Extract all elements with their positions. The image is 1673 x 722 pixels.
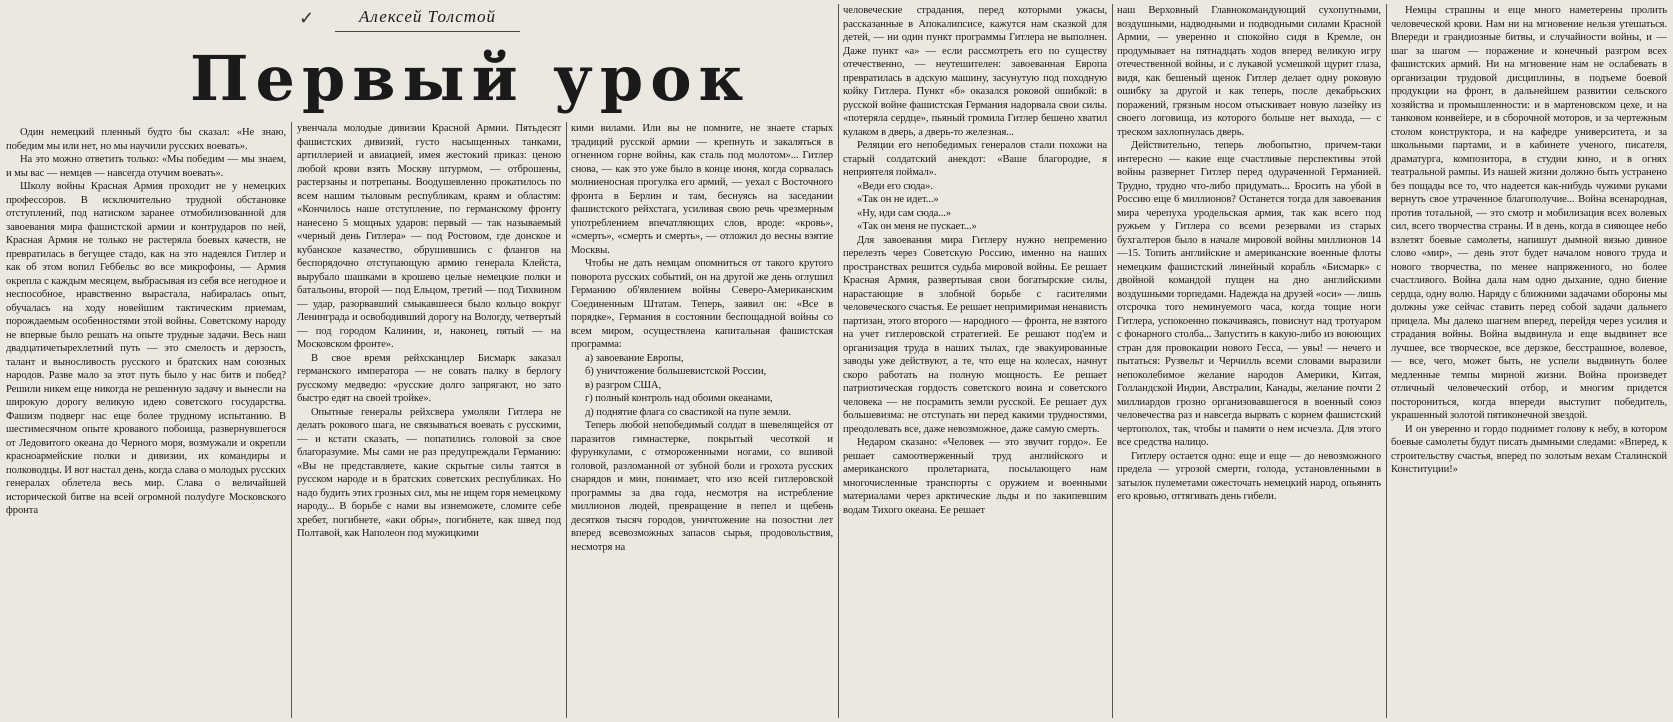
paragraph: Действительно, теперь любопытно, причем-таки интересно — какие еще счастливые перспективы этой войны развернет Гитлер перед одураченной Германией. Трудно, трудно что-либо придумать... Бросить на убой в Россию еще 6 миллионов? Останется тогда для завоевания мира черепуха уродельская армия, так как всего под ружьем у Гитлера со всеми резервами из старых бухгалтеров было в начале мировой войны миллионов 14—15. Топить английские и американские военные флоты немецким фашистский линейный корабль «Бисмарк» с двойной командой пущен на дно английскими воздушными торпедами. Надежда на друзей «оси» — лишь отсрочка того неминуемого часа, когда тощие ноги Гитлера, успокоенно покачиваясь, повиснут над тротуаром с фонарного столба... Запустить в какую-либо из воюющих стран для провокации нового Гесса, — увы! — нечего и пытаться: Рузвельт и Черчилль всеми словами выразили непоколебимое желание народов Америки, Китая, Голландской Индии, Австралии, Канады, желание почти 2 миллиардов грозно организовавшегося в военный союз человечества раз и навсегда вырвать с корнем фашистский чертополох, так, чтобы и памяти о нем исчезла. Для этого все средства налицо. <box>1117 140 1381 448</box>
column-divider <box>1386 4 1387 718</box>
program-item: г) полный контроль над обоими океанами, <box>585 393 773 404</box>
paragraph: И он уверенно и гордо поднимет голову к небу, в котором боевые самолеты будут писать дымными следами: «Вперед, к строительству счастья, вперед по золотым вехам Сталинской Конституции!» <box>1391 423 1667 475</box>
dialogue-line: «Так он меня не пускает...» <box>857 221 977 232</box>
column-divider <box>291 122 292 718</box>
dialogue-line: «Так он не идет...» <box>857 194 939 205</box>
program-item: б) уничтожение большевистской России, <box>585 366 767 377</box>
paragraph: кими вилами. Или вы не помните, не знаете старых традиций русской армии — крепнуть и закаляться в огненном горне войны, как сталь под молотом»... Гитлер снова, — как это уже было в конце июня, когда сорвалась молниеносная прогулка его армий, — уехал с Восточного фронта в Берлин и там, беснуясь на заседании фашистского рейхстага, усиливая свою речь чрезмерным употреблением впечатляющих слов, вроде: «кровь», «смерть», «смерть и смерть», — отложил до весны взятие Москвы. <box>571 123 833 256</box>
column-3 <box>571 122 833 718</box>
paragraph: В свое время рейхсканцлер Бисмарк заказал германского императора — не совать палку в берлогу русскому медведю: «русские долго запрягают, но зато быстро едят на своей тройке». <box>297 352 561 404</box>
program-item: д) поднятие флага со свастикой на пупе земли. <box>585 406 791 418</box>
paragraph: Чтобы не дать немцам опомниться от такого крутого поворота русских событий, он на другой же день оглушил Германию об'явлением войны Северо-Американским Соединенным Штатам. Теперь, заявил он: «Все в порядке», Германия в состоянии беспощадной войны со всем миром, осуществлена капитальная фашистская программа: <box>571 258 833 350</box>
paragraph: На это можно ответить только: «Мы победим — мы знаем, и мы вас — немцев — навсегда отучим воевать». <box>6 154 286 179</box>
paragraph: Реляции его непобедимых генералов стали похожи на старый солдатский анекдот: «Ваше благородие, я неприятеля поймал». <box>843 140 1107 178</box>
paragraph: увенчала молодые дивизии Красной Армии. Пятьдесят фашистских дивизий, густо насыщенных танками, артиллерией и авиацией, имея жестокий приказ: ценою любой крови взять Москву штурмом, — отброшены, растерзаны и потрепаны. Воодушевленно прокатилось по всем нашим тыловым республикам, краям и областям: «Кончилось наше отступление, по германскому фронту нанесено 5 мощных ударов: первый — так называемый «черный день Гитлера» — под Ростовом, где донское и кубанское казачество, обрушившись с флангов на беспорядочно отступающую армию генерала Клейста, вырубало шашками в крошево целые немецкие полки и батальоны, второй — под Ельцом, третий — под Тихвином — удар, разорвавший смыкавшееся было кольцо вокруг Ленинграда и освободивший дорогу на Вологду, четвертый — под городом Калинин, и, наконец, пятый — на Московском фронте». <box>297 123 561 350</box>
paragraph: Теперь любой непобедимый солдат в шевелящейся от паразитов гимнастерке, покрытый чесоткой и фурункулами, с отмороженными ногами, со вшивой головой, разломанной от зубной боли и грохота русских снарядов и мин, понимает, что изо всей гитлеровской программы за два года, несмотря на истребление миллионов людей, превращение в пепел и щебень десятков тысяч городов, уничтожение на позостни лет вперед всевозможных запасов сырья, продовольствия, несмотря на <box>571 420 833 553</box>
paragraph: Для завоевания мира Гитлеру нужно непременно перелезть через Советскую Россию, именно на наших пространствах решится судьба мировой войны. Ее решает Красная Армия, развертывая свои богатырские силы, нарастающие в злобной борьбе с гасителями человеческого счастья. Ее решает непримиримая ненависть партизан, этого второго — народного — фронта, не взятого на учет гитлеровской стратегией. Ее решают под'ем и организация труда в наших тылах, где эвакуированные заводы уже действуют, а те, что еще на колесах, начнут скоро работать на полную мощность. Ее решает патриотическая гордость советского воина и советского человека — не посрамить земли русской. Ее решает дух большевизма: не отступать ни перед какими трудностями, преодолевать все, даже невозможное, даже самую смерть. <box>843 234 1107 435</box>
paragraph: Школу войны Красная Армия проходит не у немецких профессоров. В исключительно трудной обстановке отступлений, под натиском заранее отмобилизованной для завоевания мира фашистской армии и контрударов по ней, Красная Армия не только не растеряла боевых качеств, не превратилась в бегущее стадо, как на это надеялся Гитлер и как об этом вопил Геббельс во все микрофоны, — Армия окрепла с каждым месяцем, выбрасывая из себя все негодное и неспособное, нравственно вырастала, набиралась опыт, обучалась на ходу новейшим тактическим приемам, порождаемым особенностями этой войны. Советскому народу не впервые было решать на опыте трудные задачи. Весь наш двадцатичетырехлетний путь — это смелость и дерзость, талант и выносливость русского и братских нам союзных народов. Разве мало за этот путь было у нас битв и побед? Решили никем еще никогда не решенную задачу и вынесли на широкую дорогу великую идею советского государства. Фашизм подверг нас еще более трудному испытанию. В шестимесячном опыте кровавого побоища, развернувшегося от Ледовитого океана до Черного моря, возмужали и окрепли красноармейские полки и дивизии, их командиры и полководцы. И вот настал день, когда слава о молодых русских генералах облетела весь мир. Слава о величайшей исторической битве на всей огромной полуdуге Московского фронта <box>6 181 286 516</box>
article-title: Первый урок <box>190 42 751 115</box>
pencil-check-mark-icon: ✓ <box>299 8 315 28</box>
dialogue-line: «Веди его сюда». <box>857 180 933 192</box>
paragraph: наш Верховный Главнокомандующий сухопутными, воздушными, надводными и подводными силами Красной Армии, — уверенно и спокойно сидя в Кремле, он продумывает на пятнадцать ходов вперед великую игру отечественной войны, и с лукавой усмешкой щурит глаза, видя, как бешеный щенок Гитлер делает одну роковую ошибку за другой и как теперь, после декабрьских поражений, грязным носом отыскивает новую лазейку из своего логовища, из которого больше нет выхода, — с треском захлопнулась дверь. <box>1117 5 1381 138</box>
column-5 <box>1117 4 1381 718</box>
paragraph: человеческие страдания, перед которыми ужасы, рассказанные в Апокалипсисе, кажутся нам сказкой для детей, — ни один пункт программы Гитлера не выполнен. Даже пункт «а» — если рассмотреть его по существу отечественно, — неутешителен: завоеванная Европа превратилась в адскую машину, засунутую под походную койку Гитлера. Пункт «б» оказался роковой ошибкой: в русской войне фашистская Германия надорвала свои силы. «потеряла сердце», пьяный громила Гитлер бешено хватил кулаком в дверь, а дверь-то железная... <box>843 5 1107 138</box>
author-underline <box>335 31 520 32</box>
author-name: Алексей Толстой <box>358 7 497 26</box>
dialogue-line: «Ну, иди сам сюда...» <box>857 207 952 219</box>
column-2 <box>297 122 561 718</box>
column-1 <box>6 126 286 718</box>
program-item: а) завоевание Европы, <box>585 352 684 364</box>
program-item: в) разгром США, <box>585 379 662 391</box>
paragraph: Один немецкий пленный будто бы сказал: «Не знаю, победим мы или нет, но мы научили русских воевать». <box>6 127 286 152</box>
paragraph: Опытные генералы рейхсвера умоляли Гитлера не делать рокового шага, не связываться воевать с русскими, — и кстати сказать, — попатились головой за свое благоразумие. Мы сами не раз предупреждали Германию: «Вы не представляете, какие скрытые силы таятся в русском народе и в братских советских республиках. Но надо будить этих грозных сил, мы не ищем горя немецкому народу... В борьбе с нами вы изнеможете, сломите себе хребет, погибнете, «аки обры», погибнете, как швед под Полтавой, как Наполеон под мужицкими <box>297 406 561 539</box>
column-divider <box>838 4 839 718</box>
column-divider <box>1112 4 1113 718</box>
paragraph: Недаром сказано: «Человек — это звучит гордо». Ее решает самоотверженный труд английского и американского пролетариата, посылающего нам многочисленные транспорты с оружием и военными материалами через арктические льды и по закипевшим водам Тихого океана. Ее решает <box>843 437 1107 516</box>
column-4 <box>843 4 1107 718</box>
paragraph: Гитлеру остается одно: еще и еще — до невозможного предела — угрозой смерти, голода, установленными в затылок пулеметами ожесточать немецкий народ, опьянять его кровью, оттягивать день гибели. <box>1117 450 1381 502</box>
column-6 <box>1391 4 1667 718</box>
paragraph: Немцы страшны и еще много наметерены пролить человеческой крови. Нам ни на мгновение нельзя утешаться. Впереди и грандиозные битвы, и случайности войны, и — шаг за шагом — поражение и конечный разгром всех фашистских армий. Ни на мгновение нам не ослабевать в организации трудовой дисциплины, в подъеме боевой продукции на фронт, в дальнейшем развитии сельского хозяйства и промышленности: и в мартеновском цехе, и на танковом конвейере, и в сборочной моторов, и за чертежным столом конструктора, и на кафедре университета, и за школьными партами, и в кабинете ученого, писателя, драматурга, композитора, в студии кино, и в огнях театральной рампы. Из нашей жизни должно быть устранено без пощады все то, что надеется как-нибудь чужими руками вернуть свое утраченное благополучие... Война всенародная, против тотальной, — это смотр и мобилизация всех волевых сил, всего творчества страны. И в день, когда в сияющее небо взлетят боевые самолеты, напишут дымной вязью дивное слово «мир», — день этот будет началом нового труда и нового творчества, по менее напряженного, но более счастливого. Война дала нам одно дыхание, одно биение сердца, одну волю. Наряду с ближними задачами обороны мы должны уже сейчас ставить перед собой задачи дальнего прицела. Мы далеко шагнем вперед, перейдя через усилия и страдания войны. Война выдвинула и еще выдвинет все лучшее, все творческое, все дерзкое, бесстрашное, волевое, — все, чего, может быть, не успели выдвинуть более медленные темпы мирной жизни. Война произведет отличный человеческий отбор, и многим придется посторониться, когда впереди выступит победитель, украшенный золотой пятиконечной звездой. <box>1391 5 1667 421</box>
column-divider <box>566 122 567 718</box>
